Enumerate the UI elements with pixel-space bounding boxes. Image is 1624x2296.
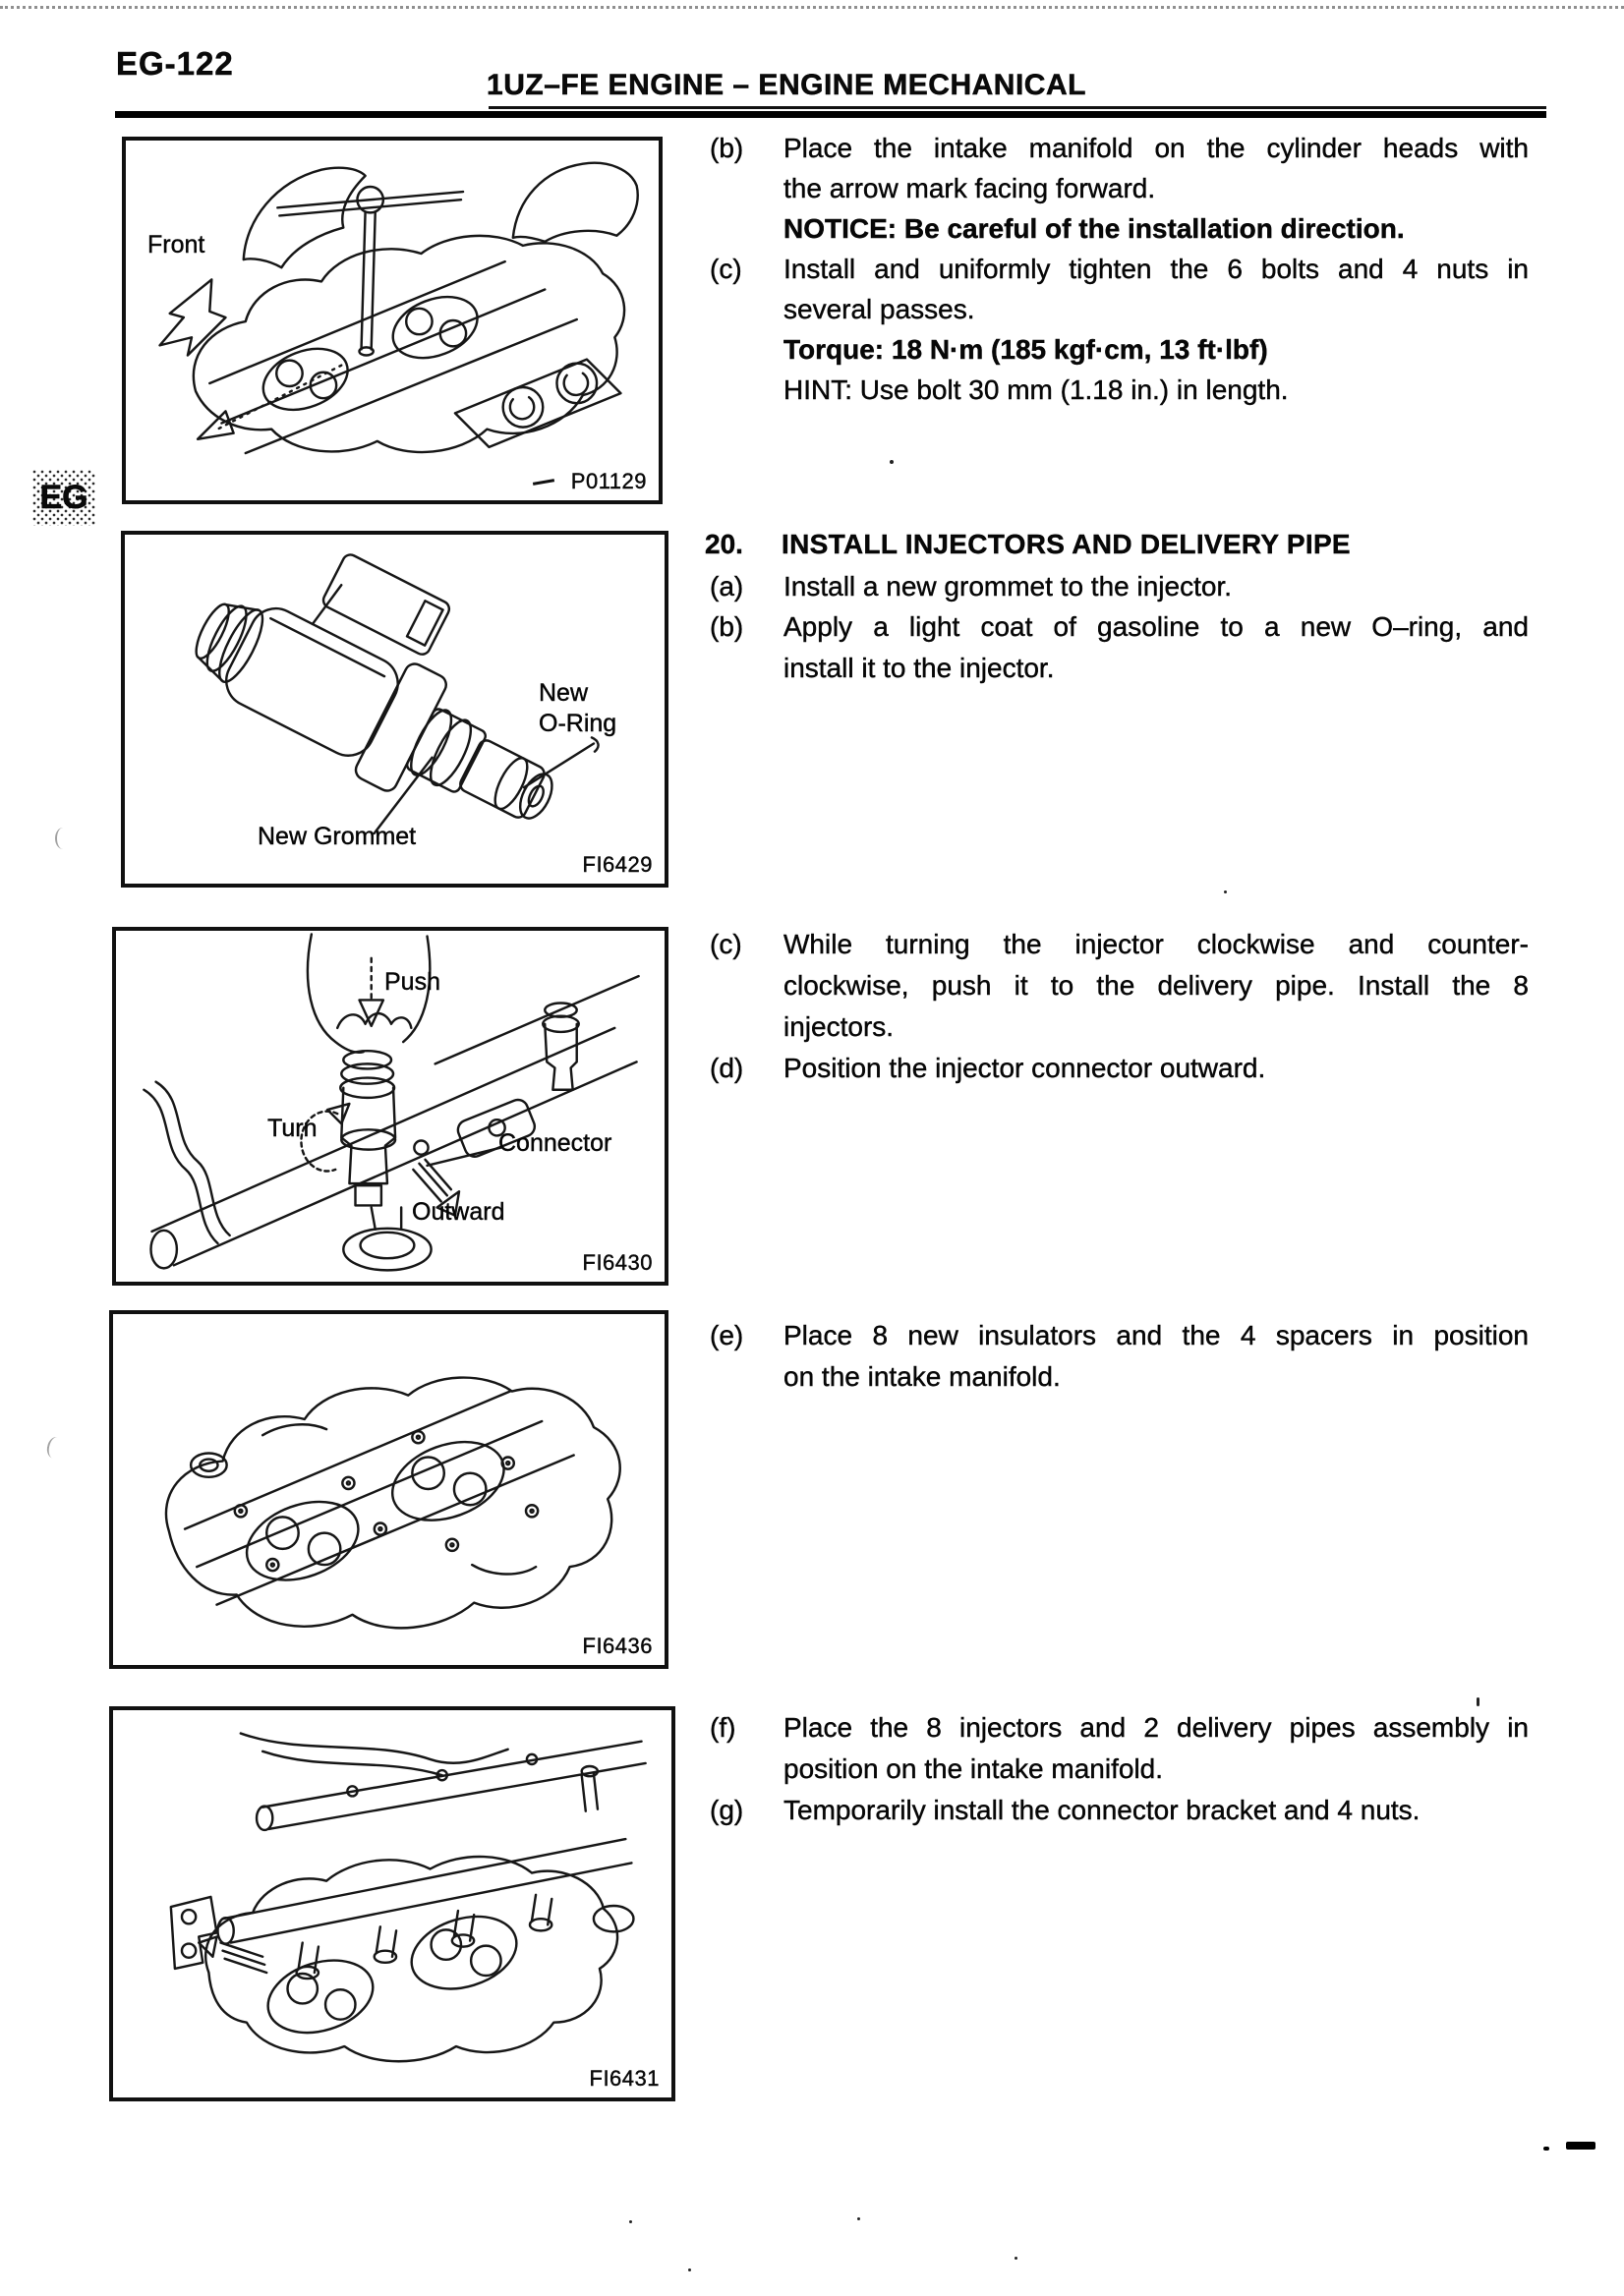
hint-text: HINT: Use bolt 30 mm (1.18 in.) in length. xyxy=(783,374,1289,405)
figure-code: FI6429 xyxy=(582,852,653,877)
section-number: 20. xyxy=(705,529,743,559)
step-line: Place the 8 injectors and 2 delivery pipes assembly in xyxy=(783,1712,1529,1743)
figure-label-new-oring-line1: New xyxy=(539,679,589,707)
figure-insulators-spacers xyxy=(109,1310,668,1669)
figure-delivery-pipes-assembly xyxy=(109,1706,675,2101)
figure-label-connector: Connector xyxy=(498,1129,612,1157)
scan-smudge xyxy=(1543,2147,1549,2151)
figure-label-new-oring-line2: O-Ring xyxy=(539,710,617,737)
scan-speck xyxy=(688,2268,691,2271)
step-line: position on the intake manifold. xyxy=(783,1753,1164,1784)
page-title: 1UZ–FE ENGINE – ENGINE MECHANICAL xyxy=(487,69,1086,101)
figure-code: P01129 xyxy=(570,469,647,493)
figure-code: FI6431 xyxy=(589,2066,660,2091)
engine-line-art xyxy=(126,141,659,500)
scan-speck xyxy=(629,2220,632,2223)
step-line: Position the injector connector outward. xyxy=(783,1053,1266,1083)
step-label: (e) xyxy=(710,1320,744,1350)
figure-code: FI6430 xyxy=(582,1250,653,1275)
step-line: Install and uniformly tighten the 6 bolts and 4 nuts in xyxy=(783,254,1529,284)
step-label: (d) xyxy=(710,1053,744,1083)
section-tab-label: EG xyxy=(39,479,88,516)
step-line: Install a new grommet to the injector. xyxy=(783,571,1232,602)
figure-injector-push-turn xyxy=(112,927,668,1286)
step-line: the arrow mark facing forward. xyxy=(783,173,1156,203)
torque-spec: Torque: 18 N·m (185 kgf·cm, 13 ft·lbf) xyxy=(783,334,1268,365)
scan-artifact xyxy=(55,828,71,849)
figure-code: FI6436 xyxy=(582,1634,653,1658)
intake-manifold-line-art xyxy=(113,1314,665,1665)
step-label: (g) xyxy=(710,1795,744,1825)
section-tab-eg xyxy=(32,470,95,526)
figure-label-new-grommet: New Grommet xyxy=(258,823,417,850)
scan-speck xyxy=(890,460,894,464)
step-line: injectors. xyxy=(783,1011,895,1042)
scan-dotted-edge xyxy=(0,6,1624,9)
notice-text: NOTICE: Be careful of the installation direction. xyxy=(783,213,1405,244)
step-line: Place 8 new insulators and the 4 spacers in position xyxy=(783,1320,1529,1350)
step-line: Apply a light coat of gasoline to a new O–ring, and xyxy=(783,611,1529,642)
step-line: several passes. xyxy=(783,294,975,324)
figure-label-push: Push xyxy=(384,968,440,996)
figure-label-outward: Outward xyxy=(412,1198,505,1226)
scan-speck xyxy=(857,2217,860,2220)
section-title: INSTALL INJECTORS AND DELIVERY PIPE xyxy=(782,529,1351,559)
scan-artifact xyxy=(45,1436,65,1461)
figure-injector-grommet-oring xyxy=(121,531,668,888)
scan-speck xyxy=(1015,2257,1017,2260)
delivery-pipes-line-art xyxy=(113,1710,671,2097)
page-number: EG-122 xyxy=(116,45,234,82)
step-line: Place the intake manifold on the cylinder heads with xyxy=(783,133,1529,163)
step-line: clockwise, push it to the delivery pipe. Install the 8 xyxy=(783,970,1529,1001)
header-rule xyxy=(115,111,1546,118)
step-label: (f) xyxy=(710,1712,736,1743)
figure-label-front: Front xyxy=(147,231,205,258)
step-line: Temporarily install the connector bracket and 4 nuts. xyxy=(783,1795,1421,1825)
figure-label-turn: Turn xyxy=(267,1115,318,1142)
step-line: While turning the injector clockwise and counter- xyxy=(783,929,1529,959)
step-label: (b) xyxy=(710,133,744,163)
step-line: install it to the injector. xyxy=(783,653,1055,683)
step-label: (a) xyxy=(710,571,744,602)
step-label: (c) xyxy=(710,254,742,284)
header-underline xyxy=(489,106,1546,109)
scan-speck xyxy=(1224,890,1227,893)
step-label: (b) xyxy=(710,611,744,642)
step-label: (c) xyxy=(710,929,742,959)
step-line: on the intake manifold. xyxy=(783,1361,1061,1392)
scan-speck xyxy=(1477,1697,1479,1706)
scan-smudge xyxy=(1566,2142,1595,2150)
figure-intake-manifold-install xyxy=(122,137,663,504)
